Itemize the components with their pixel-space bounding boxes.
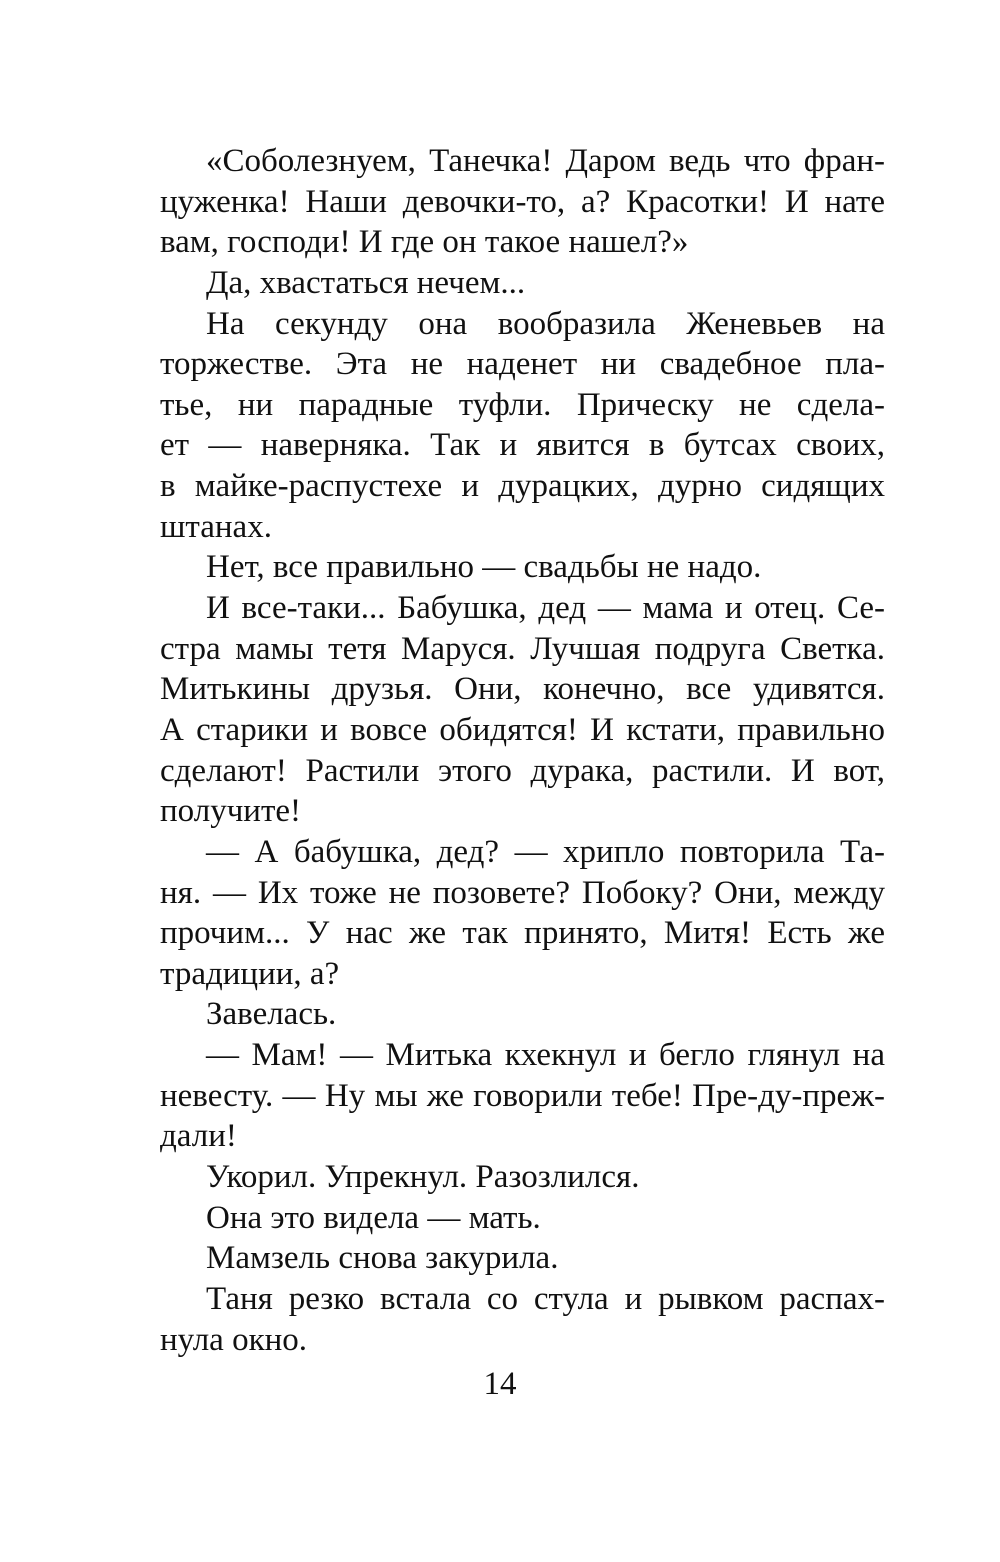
text-line: получите! bbox=[160, 793, 302, 830]
text-line: «Соболезнуем, Танечка! Даром ведь что фран- bbox=[206, 143, 885, 179]
text-line: Мамзель снова закурила. bbox=[206, 1240, 559, 1277]
text-line: Укорил. Упрекнул. Разозлился. bbox=[206, 1159, 640, 1196]
text-line: Завелась. bbox=[206, 996, 337, 1033]
text-line: традиции, а? bbox=[160, 955, 340, 992]
text-line: прочим... У нас же так принято, Митя! Есть же bbox=[160, 915, 885, 952]
text-line: вам, господи! И где он такое нашел?» bbox=[160, 224, 689, 261]
text-line: Митькины друзья. Они, конечно, все удивятся. bbox=[160, 671, 885, 708]
text-line: нула окно. bbox=[160, 1321, 308, 1358]
text-line: ет — наверняка. Так и явится в бутсах своих, bbox=[160, 427, 885, 464]
text-line: Нет, все правильно — свадьбы не надо. bbox=[206, 549, 762, 586]
text-line: тье, ни парадные туфли. Прическу не сдела- bbox=[160, 386, 885, 423]
text-line: ня. — Их тоже не позовете? Побоку? Они, между bbox=[160, 874, 885, 911]
text-line: торжестве. Эта не наденет ни свадебное пла- bbox=[160, 346, 885, 383]
text-line: — А бабушка, дед? — хрипло повторила Та- bbox=[206, 833, 885, 870]
text-line: А старики и вовсе обидятся! И кстати, правильно bbox=[160, 711, 885, 748]
body-text bbox=[160, 141, 885, 1360]
text-line: штанах. bbox=[160, 508, 272, 545]
text-line: сделают! Растили этого дурака, растили. И вот, bbox=[160, 752, 885, 789]
text-line: — Мам! — Митька кхекнул и бегло глянул на bbox=[206, 1037, 885, 1074]
text-line: На секунду она вообразила Женевьев на bbox=[206, 305, 885, 342]
text-line: в майке-распустехе и дурацких, дурно сидящих bbox=[160, 468, 885, 505]
text-line: Она это видела — мать. bbox=[206, 1199, 541, 1236]
text-line: Да, хвастаться нечем... bbox=[206, 264, 526, 301]
text-line: цуженка! Наши девочки-то, а? Красотки! И нате bbox=[160, 183, 885, 220]
text-line: дали! bbox=[160, 1118, 237, 1155]
text-line: стра мамы тетя Маруся. Лучшая подруга Светка. bbox=[160, 630, 885, 667]
text-line: невесту. — Ну мы же говорили тебе! Пре-ду-преж- bbox=[160, 1077, 885, 1114]
page-number: 14 bbox=[483, 1366, 517, 1402]
text-line: Таня резко встала со стула и рывком распах- bbox=[206, 1280, 885, 1317]
text-line: И все-таки... Бабушка, дед — мама и отец. Се- bbox=[206, 590, 885, 627]
